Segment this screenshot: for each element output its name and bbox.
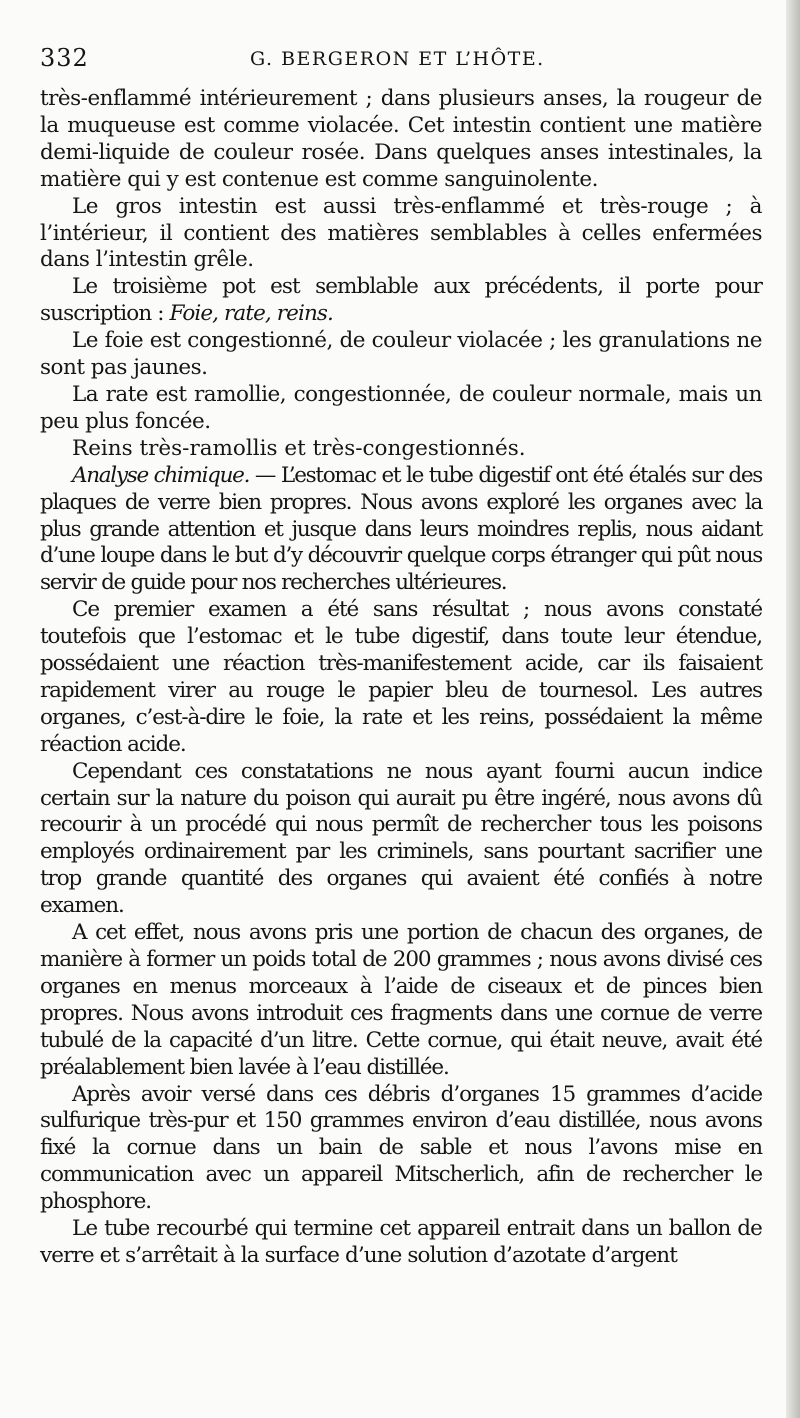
analyse-chimique-heading: Analyse chimique. (72, 462, 250, 488)
page-number: 332 (40, 44, 89, 72)
running-head: G. BERGERON ET L’HÔTE. (250, 48, 545, 70)
paragraph-troisieme-pot-text: Le troisième pot est semblable aux précédents, il porte pour suscription : (40, 274, 762, 327)
paragraph-analyse-chimique (40, 463, 762, 598)
paragraph-rate: La rate est ramollie, congestionnée, de couleur normale, mais un peu plus foncée. (40, 381, 762, 434)
page-gutter-shadow (786, 0, 800, 1418)
paragraph-foie: Le foie est congestionné, de couleur violacée ; les granulations ne sont pas jaunes. (40, 328, 762, 381)
paragraph-premier-examen: Ce premier examen a été sans résultat ; nous avons constaté toutefois que l’estomac et le tube digestif, dans toute leur étendue, possédaient une réaction très-manifestement acide, car ils faisaient rapidement virer au rouge le papier bleu de tournesol. Les autres organes, c’est-à-dire le foie, la rate et les reins, possédaient la même réaction acide. (40, 597, 762, 757)
body-text (40, 86, 762, 1270)
paragraph-tube-recourbe: Le tube recourbé qui termine cet appareil entrait dans un ballon de verre et s’arrêtait à la surface d’une solution d’azotate d’argent (40, 1216, 762, 1268)
paragraph-apres-avoir: Après avoir versé dans ces débris d’organes 15 grammes d’acide sulfurique très-pur et 150 grammes environ d’eau distillée, nous avons fixé la cornue dans un bain de sable et nous l’avons mise en communication avec un appareil Mitscherlich, afin de rechercher le phosphore. (40, 1081, 762, 1215)
paragraph-continued: très-enflammé intérieurement ; dans plusieurs anses, la rougeur de la muqueuse est comme violacée. Cet intestin contient une matière demi-liquide de couleur rosée. Dans quelques anses intestinales, la matière qui y est contenue est comme sanguinolente. (40, 86, 762, 192)
page-header (40, 40, 762, 80)
suscription-italic: Foie, rate, reins. (169, 301, 333, 327)
paragraph-troisieme-pot (40, 274, 762, 328)
paragraph-gros-intestin: Le gros intestin est aussi très-enflammé et très-rouge ; à l’intérieur, il contient des matières semblables à celles enfermées dans l’intestin grêle. (40, 193, 762, 273)
paragraph-cependant: Cependant ces constatations ne nous ayant fourni aucun indice certain sur la nature du poison qui aurait pu être ingéré, nous avons dû recourir à un procédé qui nous permît de rechercher tous les poisons employés ordinairement par les criminels, sans pourtant sacrifier une trop grande quantité des organes qui avaient été confiés à notre examen. (40, 758, 762, 919)
paragraph-a-cet-effet: A cet effet, nous avons pris une portion de chacun des organes, de manière à former un poids total de 200 grammes ; nous avons divisé ces organes en menus morceaux à l’aide de ciseaux et de pinces bien propres. Nous avons introduit ces fragments dans une cornue de verre tubulé de la capacité d’un litre. Cette cornue, qui était neuve, avait été préalablement bien lavée à l’eau distillée. (40, 920, 762, 1080)
analyse-chimique-text: — L’estomac et le tube digestif ont été étalés sur des plaques de verre bien propres. Nous avons exploré les organes avec la plus grande attention et jusque dans leurs moindres replis, nous aidant d’une loupe dans le but d’y découvrir quelque corps étranger qui pût nous servir de guide pour nos recherches ultérieures. (40, 462, 762, 596)
paragraph-reins: Reins très-ramollis et très-congestionnés. (72, 435, 526, 461)
